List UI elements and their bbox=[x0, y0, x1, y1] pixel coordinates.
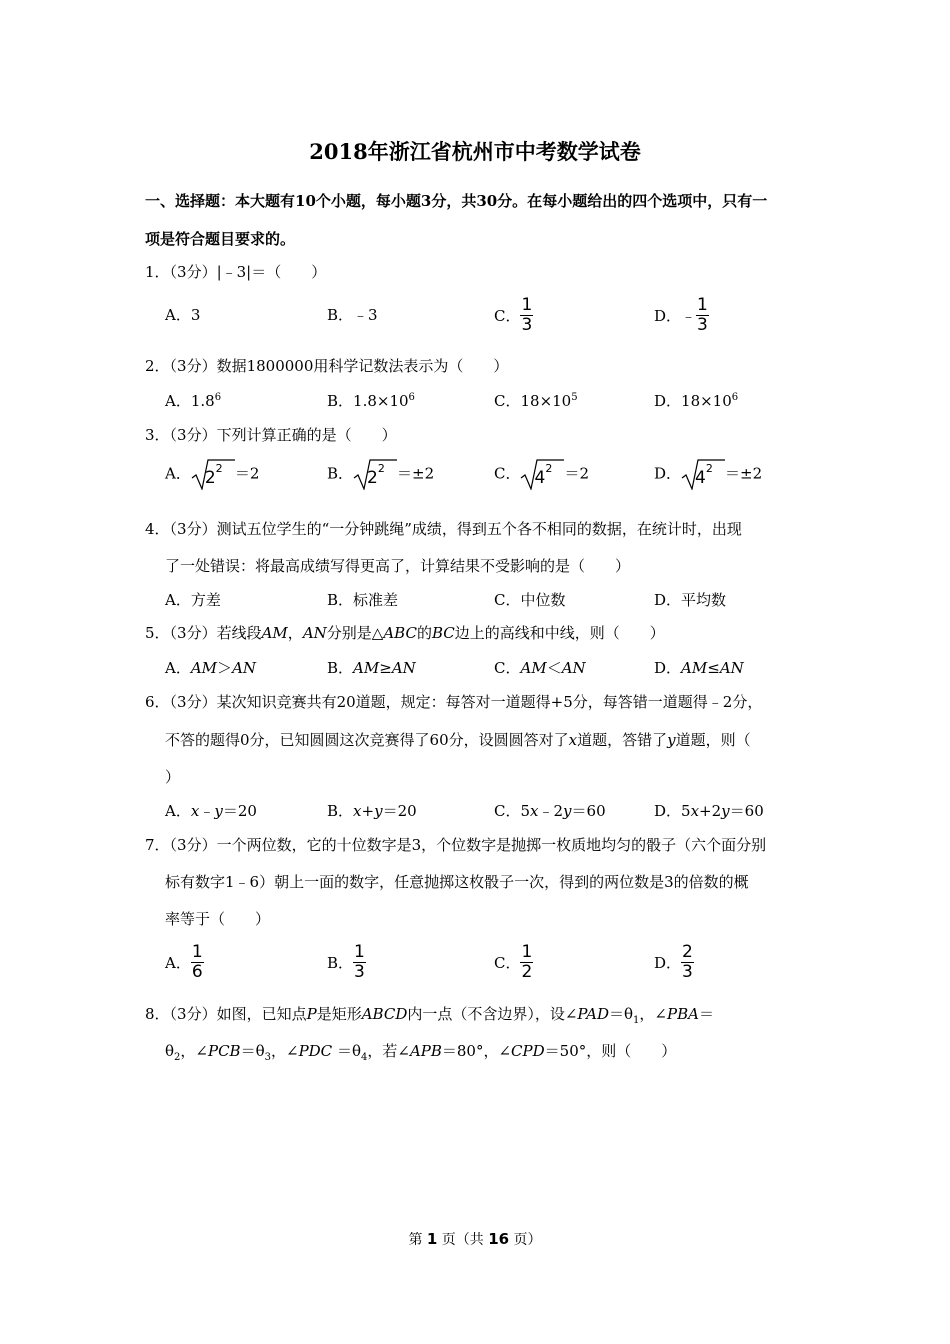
q2-option-a: A．$1.8^6$ bbox=[165, 392, 222, 410]
q1-option-c: C． $\frac{1}{3}$ bbox=[494, 295, 533, 335]
section-heading-line2: 项是符合题目要求的。 bbox=[145, 230, 296, 248]
question-1-stem: 1．（3分）|﹣3|＝（ ） bbox=[145, 263, 327, 281]
fraction: $\frac{1}{6}$ bbox=[191, 942, 203, 982]
q7-option-c: C． $\frac{1}{2}$ bbox=[494, 942, 533, 982]
q5-option-d: D．AM≤AN bbox=[654, 659, 744, 677]
q3-option-c: C． $4^2$ ＝2 bbox=[494, 458, 589, 488]
q7-option-d: D． $\frac{2}{3}$ bbox=[654, 942, 693, 982]
q4-option-c: C．中位数 bbox=[494, 591, 566, 609]
fraction: $\frac{1}{3}$ bbox=[354, 942, 365, 982]
q4-option-b: B．标准差 bbox=[327, 591, 399, 609]
question-6-line2: 不答的题得0分，已知圆圆这次竞赛得了60分，设圆圆答对了x道题，答错了y道题，则（ bbox=[165, 731, 751, 749]
section-heading-line1: 一、选择题：本大题有10个小题，每小题3分，共30分。在每小题给出的四个选项中，只有一 bbox=[145, 192, 768, 210]
question-2-stem: 2．（3分）数据1800000用科学记数法表示为（ ） bbox=[145, 357, 509, 375]
fraction: $\frac{1}{3}$ bbox=[697, 295, 708, 335]
q7-option-b: B． $\frac{1}{3}$ bbox=[327, 942, 365, 982]
question-4-line2: 了一处错误：将最高成绩写得更高了，计算结果不受影响的是（ ） bbox=[165, 557, 631, 575]
q5-option-a: A．AM＞AN bbox=[165, 659, 257, 677]
q6-option-d: D．5x+2y＝60 bbox=[654, 802, 764, 820]
q1-option-d: D．﹣ $\frac{1}{3}$ bbox=[654, 295, 708, 335]
q2-option-d: D．$18\times 10^6$ bbox=[654, 392, 739, 410]
question-8-line1: 8．（3分）如图，已知点P是矩形ABCD内一点（不含边界），设$\angle PAD=\theta_1$，∠PBA＝ bbox=[145, 1005, 714, 1026]
q3-option-d: D． $4^2$ ＝±2 bbox=[654, 458, 762, 488]
q4-option-a: A．方差 bbox=[165, 591, 221, 609]
question-5-stem: 5．（3分）若线段AM，AN分别是△ABC的BC边上的高线和中线，则（ ） bbox=[145, 624, 665, 642]
q3-option-b: B． $2^2$ ＝±2 bbox=[327, 458, 434, 488]
q3-option-a: A． $2^2$ ＝2 bbox=[165, 458, 259, 488]
question-8-line2: $\theta_2$，$\angle PCB=\theta_3$，∠PDC $=\theta_4$，若∠APB＝80°，∠CPD＝50°，则（ ） bbox=[165, 1042, 677, 1063]
fraction: $\frac{1}{2}$ bbox=[521, 942, 533, 982]
question-7-line3: 率等于（ ） bbox=[165, 910, 271, 928]
sqrt-expression: $2^2$ bbox=[353, 458, 397, 488]
page-footer: 第 1 页（共 16 页） bbox=[408, 1230, 542, 1248]
q4-option-d: D．平均数 bbox=[654, 591, 727, 609]
q6-option-b: B．x+y＝20 bbox=[327, 802, 417, 820]
question-3-stem: 3．（3分）下列计算正确的是（ ） bbox=[145, 426, 397, 444]
question-6-line3: ） bbox=[165, 768, 181, 786]
question-6-line1: 6．（3分）某次知识竞赛共有20道题，规定：每答对一道题得+5分，每答错一道题得﹣2分， bbox=[145, 693, 763, 711]
sqrt-expression: $4^2$ bbox=[681, 458, 725, 488]
page-title: 2018年浙江省杭州市中考数学试卷 bbox=[309, 139, 641, 164]
fraction: $\frac{2}{3}$ bbox=[682, 942, 693, 982]
q5-option-b: B．AM≥AN bbox=[327, 659, 416, 677]
q6-option-a: A．x﹣y＝20 bbox=[165, 802, 257, 820]
question-7-line1: 7．（3分）一个两位数，它的十位数字是3，个位数字是抛掷一枚质地均匀的骰子（六个面分别 bbox=[145, 836, 767, 854]
question-4-line1: 4．（3分）测试五位学生的“一分钟跳绳”成绩，得到五个各不相同的数据，在统计时，出现 bbox=[145, 520, 742, 538]
q2-option-c: C．$18\times 10^5$ bbox=[494, 392, 578, 410]
q6-option-c: C．5x﹣2y＝60 bbox=[494, 802, 606, 820]
sqrt-expression: $2^2$ bbox=[191, 458, 235, 488]
q1-option-a: A．3 bbox=[165, 306, 201, 324]
q5-option-c: C．AM＜AN bbox=[494, 659, 586, 677]
question-7-line2: 标有数字1﹣6）朝上一面的数字，任意抛掷这枚骰子一次，得到的两位数是3的倍数的概 bbox=[165, 873, 749, 891]
q1-option-b: B．﹣3 bbox=[327, 306, 378, 324]
sqrt-expression: $4^2$ bbox=[520, 458, 564, 488]
q2-option-b: B．$1.8\times 10^6$ bbox=[327, 392, 415, 410]
q7-option-a: A． $\frac{1}{6}$ bbox=[165, 942, 203, 982]
fraction: $\frac{1}{3}$ bbox=[521, 295, 533, 335]
